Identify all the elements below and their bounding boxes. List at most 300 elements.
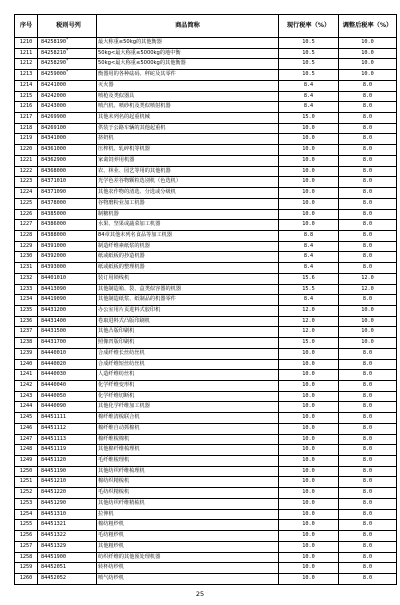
cell-code — [38, 488, 97, 499]
table-row — [15, 80, 397, 91]
code-value: 84440020 — [41, 360, 66, 367]
cell-name: 喷枪及类似器具 — [97, 91, 279, 102]
cell-seq: 1241 — [15, 370, 38, 381]
cell-name: 其他化学纤维加工机器 — [97, 402, 279, 413]
cell-code — [38, 305, 97, 316]
cell-name: 光学色差谷物颗粒选别机（色选机） — [97, 177, 279, 188]
code-value: 84431200 — [41, 306, 66, 313]
cell-name: 压榨机、轧碎机等机器 — [97, 145, 279, 156]
code-value: 84451310 — [41, 510, 66, 517]
cell-name: 农、林业、园艺等用的其他机器 — [97, 166, 279, 177]
code-mark: * — [66, 37, 69, 42]
table-row — [15, 359, 397, 370]
cell-seq: 1218 — [15, 123, 38, 134]
table-header-row — [15, 15, 397, 38]
code-value: 84258290 — [41, 60, 66, 67]
cell-adjusted-rate: 8.0 — [339, 520, 397, 531]
cell-current-rate: 10.0 — [279, 563, 339, 574]
table-body — [15, 38, 397, 585]
code-value: 84440090 — [41, 403, 66, 410]
cell-seq: 1221 — [15, 155, 38, 166]
table-row — [15, 434, 397, 445]
table-row — [15, 509, 397, 520]
cell-code — [38, 263, 97, 274]
cell-current-rate: 15.0 — [279, 338, 339, 349]
cell-adjusted-rate: 8.0 — [339, 198, 397, 209]
cell-current-rate: 10.0 — [279, 498, 339, 509]
cell-current-rate: 10.5 — [279, 59, 339, 70]
cell-code — [38, 413, 97, 424]
table-row — [15, 391, 397, 402]
cell-code — [38, 423, 97, 434]
cell-adjusted-rate: 10.0 — [339, 327, 397, 338]
code-value: 84451119 — [41, 446, 66, 453]
cell-name: 化学纤维切断机 — [97, 391, 279, 402]
table-row — [15, 413, 397, 424]
cell-name: 人造纤维纺丝机 — [97, 370, 279, 381]
code-value: 84341000 — [41, 135, 66, 142]
table-row — [15, 273, 397, 284]
cell-seq: 1212 — [15, 59, 38, 70]
table-row — [15, 402, 397, 413]
cell-code — [38, 220, 97, 231]
cell-seq: 1259 — [15, 563, 38, 574]
cell-code — [38, 381, 97, 392]
code-mark: * — [66, 48, 69, 53]
code-value: 84451112 — [41, 424, 66, 431]
cell-name: 灭火器 — [97, 80, 279, 91]
cell-code — [38, 70, 97, 81]
cell-seq: 1250 — [15, 466, 38, 477]
code-value: 84451900 — [41, 553, 66, 560]
cell-adjusted-rate: 10.0 — [339, 59, 397, 70]
cell-seq: 1219 — [15, 134, 38, 145]
code-value: 84452051 — [41, 564, 66, 571]
cell-current-rate: 10.0 — [279, 220, 339, 231]
cell-seq: 1255 — [15, 520, 38, 531]
code-value: 84362900 — [41, 156, 66, 163]
cell-seq: 1215 — [15, 91, 38, 102]
cell-current-rate: 15.0 — [279, 113, 339, 124]
cell-adjusted-rate: 8.0 — [339, 80, 397, 91]
cell-code — [38, 541, 97, 552]
table-row — [15, 188, 397, 199]
cell-current-rate: 10.0 — [279, 177, 339, 188]
code-value: 84419090 — [41, 296, 66, 303]
cell-code — [38, 531, 97, 542]
cell-current-rate: 10.0 — [279, 466, 339, 477]
cell-seq: 1220 — [15, 145, 38, 156]
code-value: 84269100 — [41, 124, 66, 131]
cell-name: 化学纤维变形机 — [97, 381, 279, 392]
cell-code — [38, 177, 97, 188]
cell-code — [38, 391, 97, 402]
table-row — [15, 370, 397, 381]
cell-seq: 1214 — [15, 80, 38, 91]
cell-name: 其他棉纤维梳理机 — [97, 445, 279, 456]
table-row — [15, 552, 397, 563]
cell-current-rate: 10.5 — [279, 38, 339, 49]
cell-code — [38, 230, 97, 241]
cell-seq: 1237 — [15, 327, 38, 338]
code-value: 84451290 — [41, 499, 66, 506]
cell-name: 毛纤维梳理机 — [97, 456, 279, 467]
table-row — [15, 48, 397, 59]
cell-seq: 1226 — [15, 209, 38, 220]
cell-name: 其他纺织纤维精梳机 — [97, 498, 279, 509]
cell-seq: 1236 — [15, 316, 38, 327]
table-row — [15, 563, 397, 574]
table-row — [15, 573, 397, 584]
cell-code — [38, 520, 97, 531]
cell-name: 最大称重≤50kg的其他衡器 — [97, 38, 279, 49]
cell-current-rate: 12.0 — [279, 316, 339, 327]
cell-seq: 1239 — [15, 348, 38, 359]
cell-name: 制造纤维素纸浆的机器 — [97, 241, 279, 252]
table-row — [15, 338, 397, 349]
code-value: 84371010 — [41, 178, 66, 185]
cell-adjusted-rate: 8.0 — [339, 263, 397, 274]
cell-current-rate: 8.4 — [279, 252, 339, 263]
code-value: 84431500 — [41, 328, 66, 335]
table-row — [15, 241, 397, 252]
table-row — [15, 198, 397, 209]
cell-seq: 1240 — [15, 359, 38, 370]
code-value: 84440010 — [41, 349, 66, 356]
cell-name: 棉纺织精梳机 — [97, 477, 279, 488]
cell-name: 卷取进料式凸版印刷机 — [97, 316, 279, 327]
cell-code — [38, 316, 97, 327]
cell-current-rate: 10.0 — [279, 402, 339, 413]
cell-adjusted-rate: 12.0 — [339, 284, 397, 295]
cell-adjusted-rate: 8.0 — [339, 359, 397, 370]
cell-code — [38, 145, 97, 156]
cell-seq: 1227 — [15, 220, 38, 231]
cell-code — [38, 552, 97, 563]
cell-seq: 1211 — [15, 48, 38, 59]
cell-adjusted-rate: 8.0 — [339, 145, 397, 156]
table-row — [15, 423, 397, 434]
cell-seq: 1235 — [15, 305, 38, 316]
cell-adjusted-rate: 8.0 — [339, 123, 397, 134]
cell-adjusted-rate: 8.0 — [339, 295, 397, 306]
cell-seq: 1258 — [15, 552, 38, 563]
code-value: 84451220 — [41, 489, 66, 496]
cell-adjusted-rate: 8.0 — [339, 381, 397, 392]
cell-current-rate: 15.6 — [279, 273, 339, 284]
cell-adjusted-rate: 8.0 — [339, 113, 397, 124]
cell-name: 其他制造纸浆、纸制品的机器零件 — [97, 295, 279, 306]
code-value: 84451190 — [41, 467, 66, 474]
code-value: 84451321 — [41, 521, 66, 528]
cell-name: 其他制造箱、袋、盒类似容器的机器 — [97, 284, 279, 295]
code-value: 84413090 — [41, 285, 66, 292]
cell-adjusted-rate: 10.0 — [339, 70, 397, 81]
cell-seq: 1252 — [15, 488, 38, 499]
cell-adjusted-rate: 8.0 — [339, 531, 397, 542]
cell-name: 家禽饲养用机器 — [97, 155, 279, 166]
cell-adjusted-rate: 8.0 — [339, 498, 397, 509]
cell-seq: 1233 — [15, 284, 38, 295]
cell-code — [38, 198, 97, 209]
cell-seq: 1245 — [15, 413, 38, 424]
code-value: 84241000 — [41, 81, 66, 88]
cell-current-rate: 10.0 — [279, 541, 339, 552]
cell-code — [38, 434, 97, 445]
cell-seq: 1246 — [15, 423, 38, 434]
cell-seq: 1210 — [15, 38, 38, 49]
code-mark: * — [66, 69, 69, 75]
cell-adjusted-rate: 8.0 — [339, 423, 397, 434]
cell-code — [38, 456, 97, 467]
code-value: 84259000 — [41, 71, 66, 78]
table-row — [15, 445, 397, 456]
code-value: 84391000 — [41, 242, 66, 249]
code-value: 84440030 — [41, 371, 66, 378]
code-value: 84401010 — [41, 274, 66, 281]
table-row — [15, 531, 397, 542]
cell-adjusted-rate: 8.0 — [339, 563, 397, 574]
cell-adjusted-rate: 8.0 — [339, 573, 397, 584]
code-value: 84388000 — [41, 231, 66, 238]
cell-code — [38, 252, 97, 263]
code-mark: * — [66, 58, 69, 64]
cell-name: 棉纺粗纱机 — [97, 520, 279, 531]
cell-seq: 1213 — [15, 70, 38, 81]
cell-seq: 1249 — [15, 456, 38, 467]
cell-adjusted-rate: 10.0 — [339, 38, 397, 49]
code-value: 84431400 — [41, 317, 66, 324]
cell-name: 棉纤维梳棉机 — [97, 434, 279, 445]
cell-seq: 1232 — [15, 273, 38, 284]
code-value: 84431700 — [41, 339, 66, 346]
cell-current-rate: 15.5 — [279, 284, 339, 295]
code-value: 84371090 — [41, 189, 66, 196]
cell-seq: 1254 — [15, 509, 38, 520]
table-row — [15, 38, 397, 49]
table-row — [15, 316, 397, 327]
table-row — [15, 230, 397, 241]
table-row — [15, 284, 397, 295]
cell-current-rate: 10.0 — [279, 134, 339, 145]
cell-current-rate: 10.0 — [279, 209, 339, 220]
cell-name: 其他未列名的起重机械 — [97, 113, 279, 124]
table-row — [15, 295, 397, 306]
table-row — [15, 520, 397, 531]
cell-code — [38, 498, 97, 509]
cell-name: 84章其他未列名食品等加工机器 — [97, 230, 279, 241]
header-name: 商品简称 — [97, 15, 279, 38]
cell-current-rate: 10.0 — [279, 145, 339, 156]
cell-current-rate: 10.0 — [279, 477, 339, 488]
cell-adjusted-rate: 8.0 — [339, 402, 397, 413]
cell-name: 其他凸版印刷机 — [97, 327, 279, 338]
cell-name: 办公室用片页进料式胶印机 — [97, 305, 279, 316]
cell-seq: 1230 — [15, 252, 38, 263]
cell-current-rate: 10.0 — [279, 509, 339, 520]
cell-code — [38, 59, 97, 70]
cell-code — [38, 359, 97, 370]
cell-current-rate: 10.0 — [279, 123, 339, 134]
code-value: 84368000 — [41, 167, 66, 174]
cell-adjusted-rate: 8.0 — [339, 477, 397, 488]
code-value: 84451113 — [41, 435, 66, 442]
cell-adjusted-rate: 8.0 — [339, 541, 397, 552]
header-current-rate: 现行税率（%） — [279, 15, 339, 38]
code-value: 84386000 — [41, 221, 66, 228]
cell-current-rate: 10.0 — [279, 166, 339, 177]
cell-code — [38, 348, 97, 359]
cell-seq: 1231 — [15, 263, 38, 274]
code-value: 84258190 — [41, 39, 66, 45]
cell-adjusted-rate: 8.0 — [339, 188, 397, 199]
cell-code — [38, 477, 97, 488]
cell-adjusted-rate: 12.0 — [339, 273, 397, 284]
cell-code — [38, 134, 97, 145]
cell-seq: 1224 — [15, 188, 38, 199]
cell-adjusted-rate: 8.0 — [339, 252, 397, 263]
cell-current-rate: 10.0 — [279, 552, 339, 563]
table-row — [15, 541, 397, 552]
cell-code — [38, 80, 97, 91]
cell-current-rate: 10.5 — [279, 70, 339, 81]
cell-name: 挤奶机 — [97, 134, 279, 145]
cell-adjusted-rate: 8.0 — [339, 155, 397, 166]
cell-code — [38, 284, 97, 295]
cell-code — [38, 573, 97, 584]
cell-current-rate: 10.0 — [279, 445, 339, 456]
table-row — [15, 348, 397, 359]
cell-name: 喷汽机、喷砂机及类似喷射机器 — [97, 102, 279, 113]
cell-name: 喷气纺纱机 — [97, 573, 279, 584]
table-row — [15, 123, 397, 134]
cell-current-rate: 10.0 — [279, 359, 339, 370]
table-row — [15, 252, 397, 263]
cell-current-rate: 10.0 — [279, 488, 339, 499]
code-value: 84451111 — [41, 414, 66, 421]
table-row — [15, 102, 397, 113]
table-row — [15, 477, 397, 488]
cell-current-rate: 10.0 — [279, 348, 339, 359]
cell-current-rate: 10.0 — [279, 520, 339, 531]
cell-adjusted-rate: 8.0 — [339, 220, 397, 231]
cell-adjusted-rate: 8.0 — [339, 166, 397, 177]
table-row — [15, 155, 397, 166]
cell-code — [38, 402, 97, 413]
table-row — [15, 263, 397, 274]
cell-current-rate: 10.0 — [279, 423, 339, 434]
table-row — [15, 209, 397, 220]
cell-adjusted-rate: 8.0 — [339, 241, 397, 252]
cell-seq: 1251 — [15, 477, 38, 488]
cell-code — [38, 466, 97, 477]
header-adjusted-rate: 调整后税率（%） — [339, 15, 397, 38]
cell-current-rate: 8.8 — [279, 230, 339, 241]
cell-name: 毛纺粗纱机 — [97, 531, 279, 542]
cell-seq: 1253 — [15, 498, 38, 509]
cell-code — [38, 209, 97, 220]
table-row — [15, 113, 397, 124]
cell-code — [38, 166, 97, 177]
code-value: 84393000 — [41, 264, 66, 271]
code-value: 84451210 — [41, 478, 66, 485]
cell-adjusted-rate: 8.0 — [339, 413, 397, 424]
cell-code — [38, 563, 97, 574]
cell-adjusted-rate: 8.0 — [339, 466, 397, 477]
header-code: 税则号列 — [38, 15, 97, 38]
code-value: 84385000 — [41, 210, 66, 217]
cell-name: 其他粗纱机 — [97, 541, 279, 552]
cell-current-rate: 8.4 — [279, 241, 339, 252]
cell-seq: 1216 — [15, 102, 38, 113]
cell-seq: 1217 — [15, 113, 38, 124]
table-row — [15, 145, 397, 156]
cell-seq: 1225 — [15, 198, 38, 209]
cell-name: 50kg<最大称重≤5000kg的其他衡器 — [97, 59, 279, 70]
cell-seq: 1243 — [15, 391, 38, 402]
cell-current-rate: 10.0 — [279, 573, 339, 584]
cell-code — [38, 241, 97, 252]
cell-code — [38, 155, 97, 166]
cell-name: 合成纤维长丝纺丝机 — [97, 348, 279, 359]
table-row — [15, 488, 397, 499]
cell-current-rate: 8.4 — [279, 80, 339, 91]
cell-seq: 1229 — [15, 241, 38, 252]
cell-name: 水果、坚果或蔬菜加工机器 — [97, 220, 279, 231]
table-row — [15, 456, 397, 467]
cell-adjusted-rate: 8.0 — [339, 456, 397, 467]
code-value: 84258210 — [41, 49, 66, 56]
cell-adjusted-rate: 8.0 — [339, 177, 397, 188]
cell-adjusted-rate: 8.0 — [339, 488, 397, 499]
code-value: 84452052 — [41, 574, 66, 581]
cell-code — [38, 102, 97, 113]
cell-seq: 1247 — [15, 434, 38, 445]
code-value: 84269900 — [41, 114, 66, 121]
page-number: 25 — [195, 590, 205, 598]
table-row — [15, 466, 397, 477]
code-value: 84440050 — [41, 392, 66, 399]
table-row — [15, 134, 397, 145]
cell-code — [38, 445, 97, 456]
cell-name: 其他纺织纤维梳理机 — [97, 466, 279, 477]
cell-code — [38, 113, 97, 124]
cell-name: 拉伸机 — [97, 509, 279, 520]
code-value: 84243000 — [41, 103, 66, 110]
code-value: 84378000 — [41, 199, 66, 206]
cell-current-rate: 10.5 — [279, 48, 339, 59]
cell-adjusted-rate: 10.0 — [339, 338, 397, 349]
cell-name: 装订用锁线机 — [97, 273, 279, 284]
table-row — [15, 220, 397, 231]
cell-adjusted-rate: 8.0 — [339, 209, 397, 220]
cell-name: 衡器用的各种砝码、秤砣及其零件 — [97, 70, 279, 81]
cell-adjusted-rate: 8.0 — [339, 370, 397, 381]
table-row — [15, 177, 397, 188]
code-value: 84440040 — [41, 382, 66, 388]
cell-seq: 1244 — [15, 402, 38, 413]
cell-name: 照像凹版印刷机 — [97, 338, 279, 349]
code-value: 84242000 — [41, 92, 66, 99]
cell-name: 谷物磨粉业加工机器 — [97, 198, 279, 209]
code-value: 84361000 — [41, 146, 66, 153]
table-row — [15, 381, 397, 392]
cell-code — [38, 188, 97, 199]
cell-adjusted-rate: 8.0 — [339, 230, 397, 241]
cell-name: 合成纤维短丝纺丝机 — [97, 359, 279, 370]
cell-name: 转杯纺纱机 — [97, 563, 279, 574]
table-row — [15, 59, 397, 70]
